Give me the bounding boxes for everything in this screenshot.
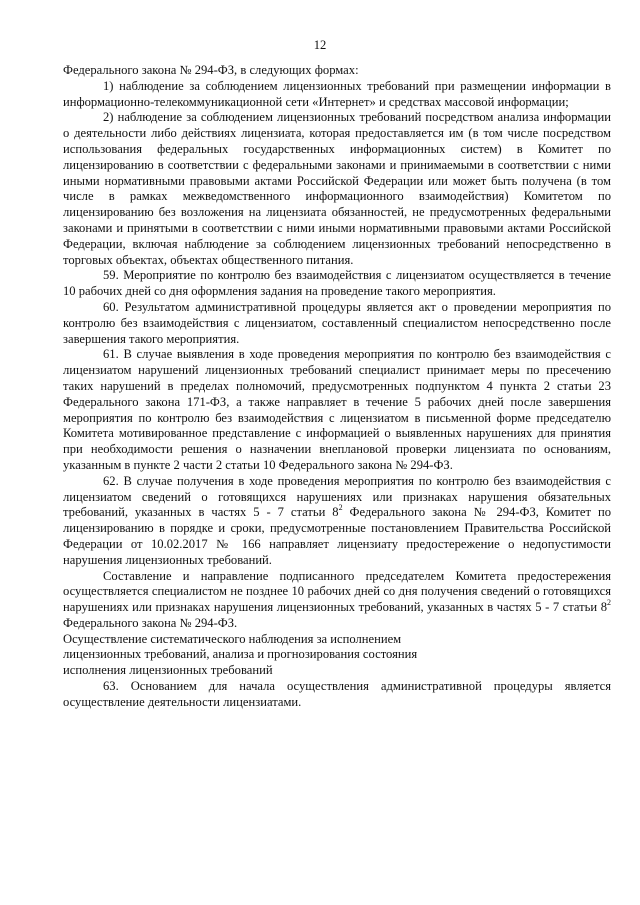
section-heading (63, 632, 611, 679)
superscript: 2 (607, 598, 611, 608)
paragraph-62-continued (63, 569, 611, 632)
paragraph-61: 61. В случае выявления в ходе проведения мероприятия по контролю без взаимодействия с лицензиатом нарушений лицензионных требований специалист принимает меры по пресечению таких нарушений в пределах полномочий, предусмотренных подпунктом 4 пункта 2 статьи 23 Федерального закона 171-ФЗ, а также направляет в течение 5 рабочих дней после завершения мероприятия по контролю без взаимодействия с лицензиатом в письменной форме председателю Комитета мотивированное представление с информацией о выявленных нарушениях для принятия при необходимости решения о назначении внеплановой проверки лицензиата по основаниям, указанным в пункте 2 части 2 статьи 10 Федерального закона № 294-ФЗ. (63, 347, 611, 472)
superscript: 2 (338, 503, 343, 513)
paragraph-intro: Федерального закона № 294-ФЗ, в следующих формах: (63, 63, 359, 77)
page-number: 12 (313, 38, 327, 52)
paragraph-59: 59. Мероприятие по контролю без взаимодействия с лицензиатом осуществляется в течение 10 рабочих дней со дня оформления задания на проведение такого мероприятия. (63, 268, 611, 299)
paragraph-62c-text-b: Федерального закона № 294-ФЗ. (63, 615, 238, 630)
paragraph-60: 60. Результатом административной процедуры является акт о проведении мероприятия по контролю без взаимодействия с лицензиатом, составленный специалистом непосредственно после завершения такого мероприятия. (63, 299, 611, 346)
document-body (63, 63, 611, 711)
section-heading-line: лицензионных требований, анализа и прогнозирования состояния (63, 647, 418, 662)
paragraph-item-1: 1) наблюдение за соблюдением лицензионных требований при размещении информации в информационно-телекоммуникационной сети «Интернет» и средствах массовой информации; (63, 78, 611, 109)
paragraph-62-text-a: 62. В случае получения в ходе проведения мероприятия по контролю без взаимодействия с лицензиатом сведений о готовящихся нарушениях или признаках нарушения обязательных требований, указанных в частях 5 - 7 статьи 8 (63, 473, 611, 520)
paragraph-62 (63, 474, 611, 569)
section-heading-line: исполнения лицензионных требований (63, 663, 273, 678)
paragraph-62c-text-a: Составление и направление подписанного председателем Комитета предостережения осуществляется специалистом не позднее 10 рабочих дней со дня получения сведений о готовящихся нарушениях или признаках нарушения лицензионных требований, указанных в частях 5 - 7 статьи 8 (63, 568, 611, 615)
section-heading-line: Осуществление систематического наблюдения за исполнением (63, 631, 402, 646)
paragraph-63: 63. Основанием для начала осуществления административной процедуры является осуществление деятельности лицензиатами. (63, 679, 611, 709)
paragraph-62-text-b: Федерального закона № 294-ФЗ, Комитет по лицензированию в порядке и сроки, предусмотренные постановлением Правительства Российской Федерации от 10.02.2017 № 166 направляет лицензиату предостережение о недопустимости нарушения лицензионных требований. (63, 505, 611, 567)
paragraph-item-2: 2) наблюдение за соблюдением лицензионных требований посредством анализа информации о деятельности либо действиях лицензиата, которая предоставляется им (в том числе посредством использования федеральных государственных информационных систем) в Комитет по лицензированию в соответствии с федеральными законами и принимаемыми в соответствии с ними иными нормативными правовыми актами Российской Федерации или может быть получена (в том числе в рамках межведомственного информационного взаимодействия) Комитетом по лицензированию без возложения на лицензиата обязанностей, не предусмотренных федеральными законами и принятыми в соответствии с ними иными нормативными правовыми актами Российской Федерации, включая наблюдение за соблюдением лицензионных требований непосредственно в торговых объектах, объектах общественного питания. (63, 110, 611, 267)
